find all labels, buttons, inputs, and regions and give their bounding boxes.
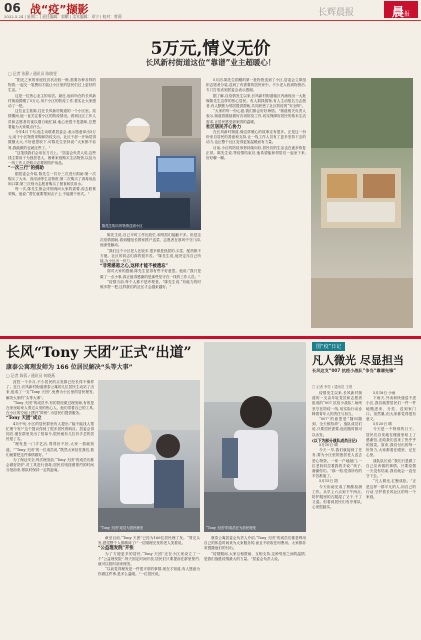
story3-col1 (312, 391, 362, 634)
photo-illustration (204, 342, 306, 532)
story3-subhead: 长风这支“007 抗疫小战队”争当“靠谱先锋” (312, 368, 397, 373)
story3-col2 (366, 391, 416, 634)
divider (0, 336, 421, 339)
story2-headline: 长风“Tony 天团”正式“出道” (6, 345, 192, 361)
paragraph: 据了解,自疫情发生以来,长风新村街道辖区内涌现出一大批像陈先生这样的热心居民。有人捐钱捐物,有人主动报名当志愿者,有人默默为邻居提供帮助,共同织密了社区防疫的“安全网”。 (206, 93, 306, 109)
paragraph: 这位业主姓陈,住在长风新村街道的一个小区里。疫情期间,他一直关注着小区的防疫情况。看到社区工作人员和志愿者们夜以继日地忙碌,他心里很不是滋味,总想着能为大家做点什么。 (8, 109, 96, 129)
story1-photo (100, 78, 201, 230)
story2-photo2-caption: “Tony 天团”的成员在为居民理发 (206, 525, 256, 530)
meta-line: 2022.5.24 | 星期二 | 责任编辑：郭鹏 | 美术编辑：邓宁 | 校对：曾莉 (4, 14, 122, 19)
story1-headline: 5万元,情义无价 (150, 39, 271, 59)
story1-byline: □ 记者 张静 / 通讯员 陈晓雯 (8, 71, 57, 76)
subheading: 社区居民齐心协力 (206, 124, 242, 130)
paragraph: 封控一个多月,不少居民的头发都已经长得不像样了。近日,长风新村街道康泰公寓的几位居民主动站了出来,组成了一支“Tony 天团”,免费为小区里的居民理发,解决大家的“头等大事”。 (6, 380, 94, 400)
paragraph: “阳光之家的家庭经济状况较一般,需要各种各样的物资,一起交一笔费用才能让小区里的居民们过上更好的生活。” (8, 78, 96, 93)
subheading: (以下为部分战队成员日记) (312, 437, 358, 443)
paragraph: 下雨天,外卖和快递送不进小区,我们就帮居民们一件一件地搬进来、分类、送到家门口。虽然累,但大家都觉得很有意义。 (366, 396, 416, 422)
paragraph: 5月10日 晴 (319, 443, 338, 448)
paragraph: 据居委会介绍,陈先生一共分三次进行捐助:第一次购买了大米、食用油等生活物资;第二次购买了消毒用品和口罩;第三次则为志愿者购买了餐食和饮用水。 (8, 171, 96, 187)
paragraph: “大家的每一份心意,我们都会好好珍惜。”街道相关负责人表示,街道将继续做好各项防疫工作,切实保障好居民的基本生活需求,让居民感受到家园的温暖。 (206, 109, 306, 124)
photo-illustration (311, 78, 413, 328)
paragraph: 目前,小区的防疫形势持续向好,居民们的生活也在逐步恢复正常。陈先生说,等疫情结束后,他希望能和邻居们一起坐下来,好好聊一聊。 (206, 145, 306, 161)
story2-photo2 (204, 342, 306, 532)
paragraph: 5月15日 阴 (319, 479, 338, 484)
paragraph: “这笔钱我们会用在刀刃上。”居委会负责人说,这些钱主要用于为独居老人、困难家庭购买生活物资,以及为一线工作人员购买必要的防护用品。 (8, 150, 96, 166)
story1-photo-right (311, 78, 413, 328)
paragraph: “以前觉得理发是一件很平常的事情,现在才知道,有人愿意为你做这件事,是多么温暖。”一位居民说。 (98, 567, 200, 577)
paragraph: 今天是一个特别的日子。居民们自发地在楼道里贴上了感谢信,还给我们送来了热乎乎的饭菜。原来,我们付出的每一份努力,大家都看在眼里、记在心里。 (366, 427, 416, 458)
paragraph: 面对大家的感谢,陈先生显得有些不好意思。他说:“我只是做了一点小事,真正值得感谢的是那些坚守在一线的工作人员。” (100, 269, 201, 279)
story1-subhead: 长风新村街道这位“靠谱”业主超暖心！ (145, 58, 276, 67)
paragraph: 为了保证安全,每次理发前,“Tony 天团”的成员们都会做好防护,对工具进行消毒;居民们则按照预约的时间分批前来,排队时保持一定的距离。 (6, 458, 94, 473)
paragraph: “Tony 天团”的成员中,有的曾经做过理发师,有的是在家里给家人剪过头发的热心人。他们带着自己的工具,在小区的空地上摆开“阵势”,为居民们提供服务。 (6, 400, 94, 416)
paragraph: 这是一位热心业主的话语。最近,他向所在的长风新村街道捐赠了5万元,用于小区的防疫工作,着实让大家感动了一把。 (8, 93, 96, 109)
paragraph: 今天一早,我们就接到了任务,要为小区里的独居老人送去爱心物资。一家一户地敲门,一位老奶奶拉着我的手说:“孩子,谢谢你们。”那一刻,觉得所有的辛苦都值了。 (312, 448, 362, 479)
subheading: “公益理发院”开张 (98, 546, 134, 552)
story3-headline: 凡人微光 尽显担当 (312, 354, 404, 367)
story2-photo1 (98, 380, 200, 532)
photo-illustration (98, 380, 200, 532)
story1-col1 (8, 78, 96, 328)
paragraph: 康泰公寓居委会负责人介绍,“Tony 天团”的成员们都是利用自己的休息时间来为大家服务的,而且不收取任何费用。大家都非常感激他们的付出。 (204, 536, 306, 551)
paragraph: 截至目前,“Tony 天团”已经为166位居民理了发。“剪完头发,感觉整个人都精神了!”一位刚理完发的老人笑着说。 (98, 536, 200, 546)
paper-name: 长辉晨报 (318, 8, 355, 18)
story2-col2 (98, 536, 200, 634)
paragraph: 4月中旬,小区的居民群里有人提出:“能不能找人帮忙理个发?”这个提议得到了很多居民的响应。居委会得知后,便在群里发出了招募令,很快就有几位有手艺的居民报了名。 (6, 421, 94, 442)
paragraph: 疫情发生以来,长风新村街道的一支由年轻党员和志愿者组成的“007 抗疫小战队”,始终坚守在防疫一线,用实际行动诠释着青年人的责任与担当。 (312, 391, 362, 416)
story2-byline: □ 记者 陈蓉 / 通讯员 何晓燕 (6, 373, 55, 378)
paragraph: 为了方便更多的居民,“Tony 天团”还在小区里设立了一个“公益理发院”,每天固定时间开放,居民们只要提前在群里预约,就可以按时前来理发。 (98, 551, 200, 567)
section-title: 战“疫”撷影 (30, 3, 89, 16)
story2-col1 (6, 380, 94, 634)
photo-illustration (100, 78, 201, 230)
story2-subhead: 康泰公寓理发师为 166 位居民解决“头等大事” (6, 364, 133, 371)
paper-logo (384, 1, 418, 18)
paragraph: 5月18日 小雨 (373, 391, 396, 395)
story3-byline: □ 记者 李芳 / 通讯员 王玥 (312, 385, 353, 389)
paper-logo-sub: 报 (404, 11, 411, 18)
paragraph: 5月20日 晴 (373, 422, 392, 427)
subheading: “一次三行”的捐助 (8, 166, 44, 172)
paragraph: 每一次,陈先生都会详细询问大家的需要,再去联系采购。他说:“帮忙就要帮到点子上,不能图个形式。” (8, 187, 96, 197)
paragraph: 今天协助完成了核酸检测工作。从早上六点到下午两点,防护服里的衣服湿了又干,干了又湿。但看到居民们有序排队,心里很踏实。 (312, 484, 362, 510)
paragraph: “凡人微光,汇聚成炬。”正是这样一群平凡的人,用自己的行动,守护着长风社区的每一个家庭。 (366, 479, 416, 500)
paragraph: “疫情期间,大家互相帮助、互相支持,这种邻里之间的温情,是我们战胜疫情最大的力量。”居委会负责人说。 (204, 551, 306, 561)
paragraph: “我们这个小区老人比较多,很多都是独居的,买菜、配药都不方便。社区的同志们真的很辛苦。”陈先生说,他决定尽自己所能,为小区出一份力。 (100, 248, 201, 264)
paragraph: “理发是一门手艺活,剪得好不好,大家一看就知道。”“Tony 天团”的一位成员说,“既然大家信任我们,我们就要把这件事情做好。” (6, 442, 94, 457)
subheading: “Tony 天团”成立 (6, 416, 42, 422)
paragraph: 战队队长说:“我们只是做了自己应该做的事情。只要疫情一天没有结束,我们就会一直坚守下去。” (366, 458, 416, 479)
story1-col2 (100, 233, 201, 328)
paragraph: 5月初,陈先生捐赠的第一批物资送到了小区,居委会立即组织志愿者分装,送到了有需要的居民家中。不少老人收到物资后,专门打电话到居委会表示感谢。 (206, 78, 306, 93)
story2-col3 (204, 536, 306, 634)
story1-photo-caption: 陈先生购买的物资送到小区 (102, 223, 143, 228)
paragraph: 在长风新村街道,像这样暖心的故事还有很多。正是这一份份来自居民的善意和支持,让一线工作人员有了更多坚持下去的动力,也让整个社区变得更加温暖而有力量。 (206, 130, 306, 145)
page-number: 06 (4, 1, 21, 15)
paragraph: 今年4月下旬,他主动联系居委会,表示愿意拿出5万元,用于小区物资采购和防疫支出。社区干部一开始觉得数额太大,不好意思收下,可陈先生坚持说:“大家都不容易,我能做的也就这些了。” (8, 130, 96, 150)
story3-tag: 图“疫”日记 (312, 342, 345, 351)
paper-logo-char: 晨 (391, 5, 404, 19)
paragraph: 陈先生说,自己平时工作比较忙,和邻居们接触不多。但是这次疫情期间,看到楼组长挨家挨户送菜、志愿者在寒风中守门岗,他深受触动。 (100, 233, 201, 248)
story1-col3 (206, 78, 306, 328)
story2-photo1-caption: “Tony 天团”成员为居民理发 (100, 525, 144, 530)
masthead (0, 0, 421, 21)
paragraph: “007”的意思是“随叫随到、全天候待命”。战队成员们说,只要居民需要,他们随时都可以出发。 (312, 417, 362, 437)
paragraph: “疫情当前,每个人都不是旁观者。”陈先生说,“有能力的时候多帮一把,这样我们的社区才会越来越好。” (100, 279, 201, 290)
subheading: “非常感恩之心,这样才能不被遗忘” (100, 264, 169, 270)
